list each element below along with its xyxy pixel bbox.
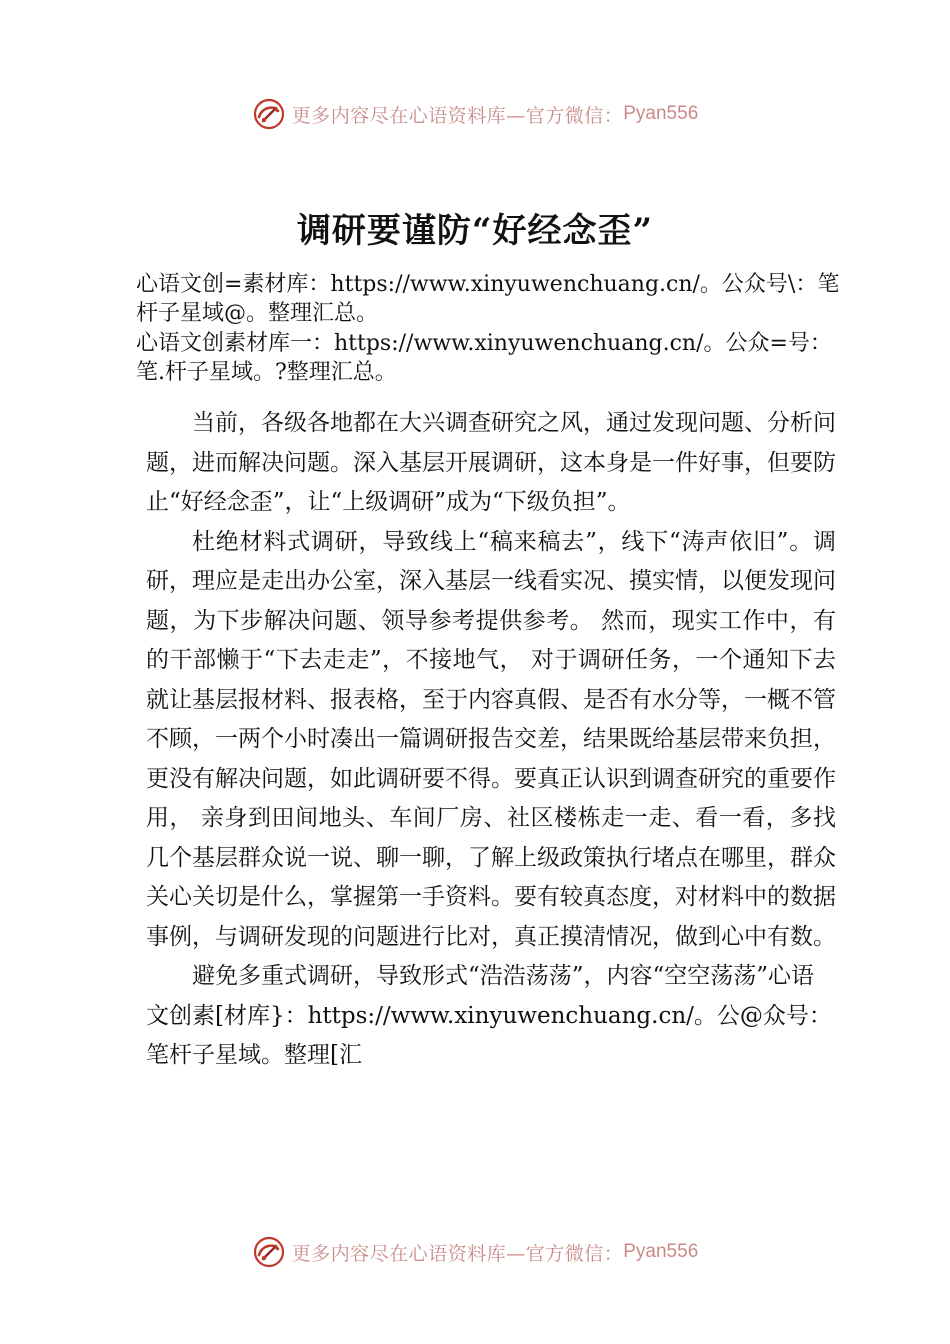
header-banner — [0, 94, 950, 134]
red-swirl-pen-logo-icon — [252, 1235, 286, 1269]
banner-tagline: 更多内容尽在心语资料库—官方微信： — [291, 1242, 624, 1265]
banner-wechat-id: Pyan556 — [623, 103, 699, 124]
footer-banner — [0, 1232, 950, 1272]
source-note-1: 心语文创=素材库：https://www.xinyuwenchuang.cn/。公众号\：笔杆子星域@。整理汇总。 — [136, 272, 840, 326]
red-swirl-pen-logo-icon — [252, 97, 286, 131]
document-body — [146, 404, 836, 1076]
banner-wechat-id: Pyan556 — [623, 1241, 699, 1262]
paragraph-intro: 当前，各级各地都在大兴调查研究之风，通过发现问题、分析问题，进而解决问题。深入基层开展调研，这本身是一件好事，但要防止“好经念歪”，让“上级调研”成为“下级负担”。 — [146, 410, 836, 515]
paragraph-multiple-research: 避免多重式调研，导致形式“浩浩荡荡”，内容“空空荡荡”心语文创素[材库}：https://www.xinyuwenchuang.cn/。公@众号：笔杆子星域。整理[汇 — [146, 963, 832, 1068]
paragraph-material-research: 杜绝材料式调研，导致线上“稿来稿去”，线下“涛声依旧”。调研，理应是走出办公室，深入基层一线看实况、摸实情，以便发现问题，为下步解决问题、领导参考提供参考。 然而，现实工作中，有的干部懒于“下去走走”，不接地气， 对于调研任务，一个通知下去就让基层报材料、报表格，至于内容真假、是否有水分等，一概不管不顾，一两个小时凑出一篇调研报告交差，结果既给基层带来负担，更没有解决问题，如此调研要不得。要真正认识到调查研究的重要作用， 亲身到田间地头、车间厂房、社区楼栋走一走、看一看，多找几个基层群众说一说、聊一聊，了解上级政策执行堵点在哪里，群众关心关切是什么，掌握第一手资料。要有较真态度，对材料中的数据事例，与调研发现的问题进行比对，真正摸清情况，做到心中有数。 — [146, 528, 836, 950]
banner-tagline: 更多内容尽在心语资料库—官方微信： — [291, 104, 624, 127]
source-note-2: 心语文创素材库一：https://www.xinyuwenchuang.cn/。公众=号：笔.杆子星域。?整理汇总。 — [136, 331, 832, 385]
document-title: 调研要谨防“好经念歪” — [296, 211, 654, 251]
